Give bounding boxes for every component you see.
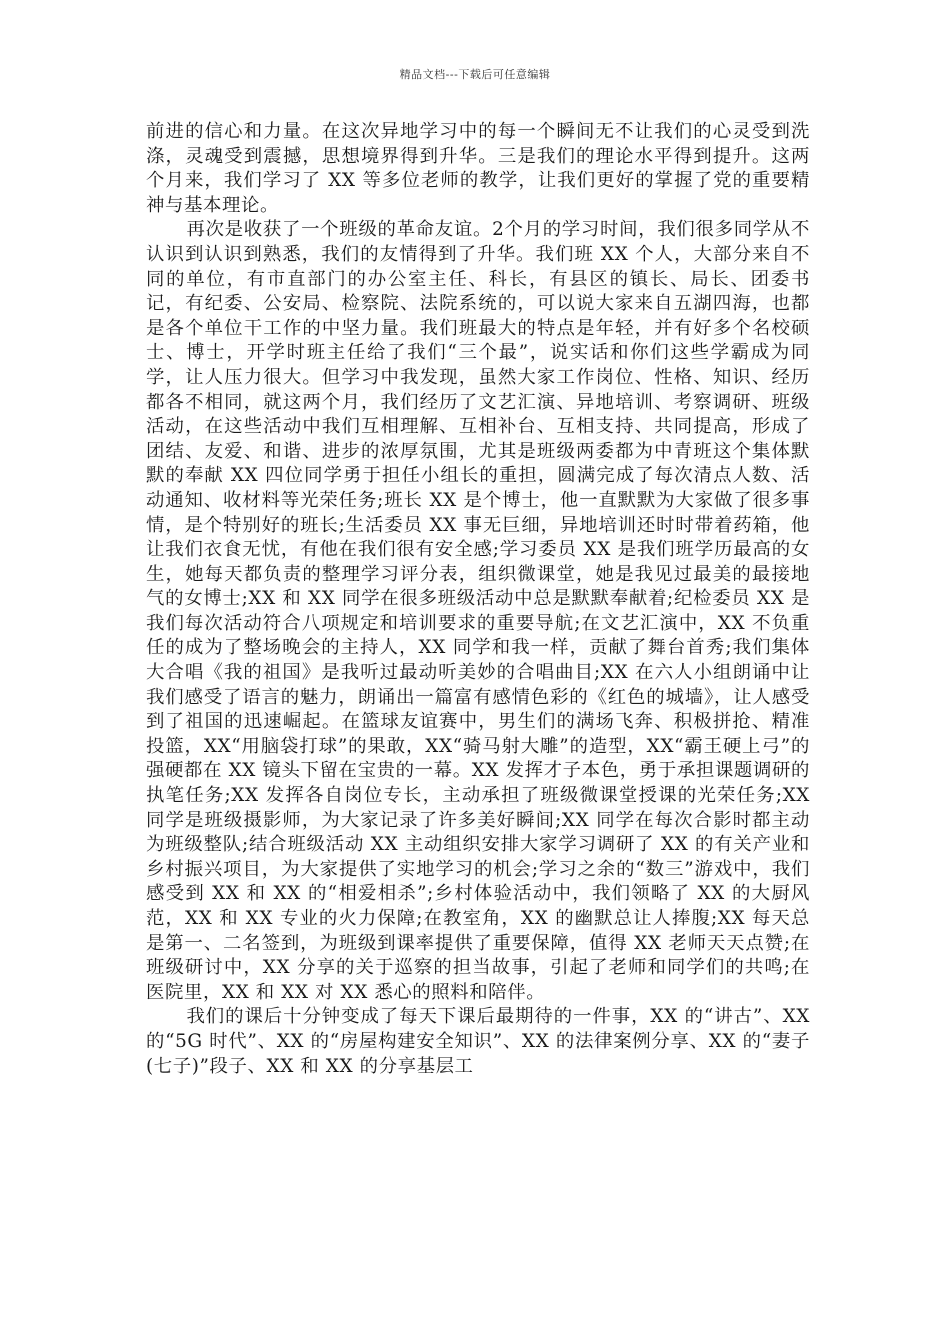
document-body (146, 120, 810, 1079)
paragraph-2: 再次是收获了一个班级的革命友谊。2个月的学习时间，我们很多同学从不认识到认识到熟悉，我们的友情得到了升华。我们班 XX 个人，大部分来自不同的单位，有市直部门的办公室主任、科长，有县区的镇长、局长、团委书记，有纪委、公安局、检察院、法院系统的，可以说大家来自五湖四海，也都是各个单位干工作的中坚力量。我们班最大的特点是年轻，并有好多个名校硕士、博士，开学时班主任给了我们“三个最”，说实话和你们这些学霸成为同学，让人压力很大。但学习中我发现，虽然大家工作岗位、性格、知识、经历都各不相同，就这两个月，我们经历了文艺汇演、异地培训、考察调研、班级活动，在这些活动中我们互相理解、互相补台、互相支持、共同提高，形成了团结、友爱、和谐、进步的浓厚氛围，尤其是班级两委都为中青班这个集体默默的奉献 XX 四位同学勇于担任小组长的重担，圆满完成了每次清点人数、活动通知、收材料等光荣任务;班长 XX 是个博士，他一直默默为大家做了很多事情，是个特别好的班长;生活委员 XX 事无巨细，异地培训还时时带着药箱，他让我们衣食无忧，有他在我们很有安全感;学习委员 XX 是我们班学历最高的女生，她每天都负责的整理学习评分表，组织微课堂，她是我见过最美的最接地气的女博士;XX 和 XX 同学在很多班级活动中总是默默奉献着;纪检委员 XX 是我们每次活动符合八项规定和培训要求的重要导航;在文艺汇演中，XX 不负重任的成为了整场晚会的主持人，XX 同学和我一样，贡献了舞台首秀;我们集体大合唱《我的祖国》是我听过最动听美妙的合唱曲目;XX 在六人小组朗诵中让我们感受了语言的魅力，朗诵出一篇富有感情色彩的《红色的城墙》，让人感受到了祖国的迅速崛起。在篮球友谊赛中，男生们的满场飞奔、积极拼抢、精准投篮，XX“用脑袋打球”的果敢，XX“骑马射大雕”的造型，XX“霸王硬上弓”的强硬都在 XX 镜头下留在宝贵的一幕。XX 发挥才子本色，勇于承担课题调研的执笔任务;XX 发挥各自岗位专长，主动承担了班级微课堂授课的光荣任务;XX 同学是班级摄影师，为大家记录了许多美好瞬间;XX 同学在每次合影时都主动为班级整队;结合班级活动 XX 主动组织安排大家学习调研了 XX 的有关产业和乡村振兴项目，为大家提供了实地学习的机会;学习之余的“数三”游戏中，我们感受到 XX 和 XX 的“相爱相杀”;乡村体验活动中，我们领略了 XX 的大厨风范，XX 和 XX 专业的火力保障;在教室角，XX 的幽默总让人捧腹;XX 每天总是第一、二名签到，为班级到课率提供了重要保障，值得 XX 老师天天点赞;在班级研讨中，XX 分享的关于巡察的担当故事，引起了老师和同学们的共鸣;在医院里，XX 和 XX 对 XX 悉心的照料和陪伴。 (146, 219, 810, 1003)
paragraph-1: 前进的信心和力量。在这次异地学习中的每一个瞬间无不让我们的心灵受到洗涤，灵魂受到震撼，思想境界得到升华。三是我们的理论水平得到提升。这两个月来，我们学习了 XX 等多位老师的教学，让我们更好的掌握了党的重要精神与基本理论。 (146, 121, 810, 216)
paragraph-3: 我们的课后十分钟变成了每天下课后最期待的一件事，XX 的“讲古”、XX 的“5G 时代”、XX 的“房屋构建安全知识”、XX 的法律案例分享、XX 的“妻子(七子)”段子、XX 和 XX 的分享基层工 (146, 1006, 810, 1077)
page-header: 精品文档---下载后可任意编辑 (399, 68, 551, 81)
